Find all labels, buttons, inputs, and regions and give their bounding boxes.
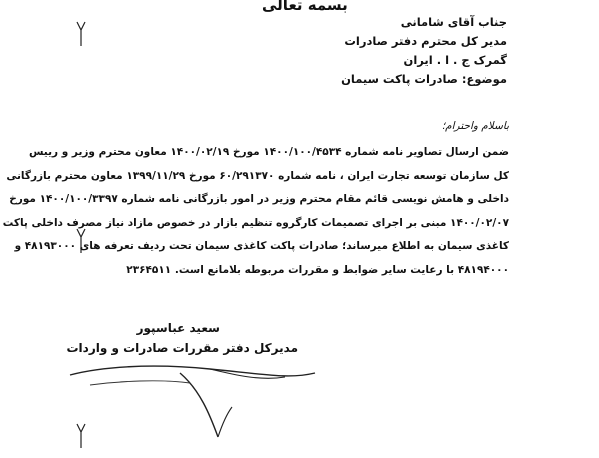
recipient-block xyxy=(341,13,507,89)
recipient-title: مدیر کل محترم دفتر صادرات xyxy=(344,34,507,48)
recipient-name: جناب آقای شامانی xyxy=(400,15,507,29)
body-line: ۴۸۱۹۴۰۰۰ با رعایت سایر ضوابط و مقررات مربوطه بلامانع است. ۲۳۶۴۵۱۱ xyxy=(126,263,509,276)
recipient-organization: گمرک ج . ا . ایران xyxy=(403,53,507,67)
letter-subject: موضوع: صادرات پاکت سیمان xyxy=(341,72,507,86)
signer-name: سعید عباسپور xyxy=(136,321,220,335)
letter-body xyxy=(2,141,509,282)
signer-title: مدیرکل دفتر مقررات صادرات و واردات xyxy=(66,341,298,355)
body-line: داخلی و هامش نویسی قائم مقام محترم وزیر در امور بازرگانی نامه شماره ۱۴۰۰/۱۰۰/۳۳۹۷ مورخ xyxy=(9,193,509,205)
margin-tick-icon xyxy=(75,18,87,48)
margin-tick-icon xyxy=(75,420,87,450)
handwritten-signature-icon xyxy=(60,345,320,445)
body-line: کل سازمان توسعه تجارت ایران ، نامه شماره ۶۰/۲۹۱۳۷۰ مورخ ۱۳۹۹/۱۱/۲۹ معاون محترم بازرگانی xyxy=(6,169,509,182)
salutation: باسلام واحترام؛ xyxy=(441,120,509,132)
margin-tick-icon xyxy=(75,225,87,255)
body-line: کاغذی سیمان به اطلاع میرساند؛ صادرات پاکت کاغذی سیمان تحت ردیف تعرفه های ۴۸۱۹۳۰۰۰ و xyxy=(14,240,509,252)
letter-header-fragment: بسمه تعالی xyxy=(262,0,348,14)
body-line: ۱۴۰۰/۰۲/۰۷ مبنی بر اجرای تصمیمات کارگروه تنظیم بازار در خصوص مازاد نیاز مصرف داخلی پاکت xyxy=(2,216,509,229)
body-line: ضمن ارسال تصاویر نامه شماره ۱۴۰۰/۱۰۰/۴۵۳۴ مورخ ۱۴۰۰/۰۲/۱۹ معاون محترم وزیر و رییس xyxy=(28,146,509,158)
